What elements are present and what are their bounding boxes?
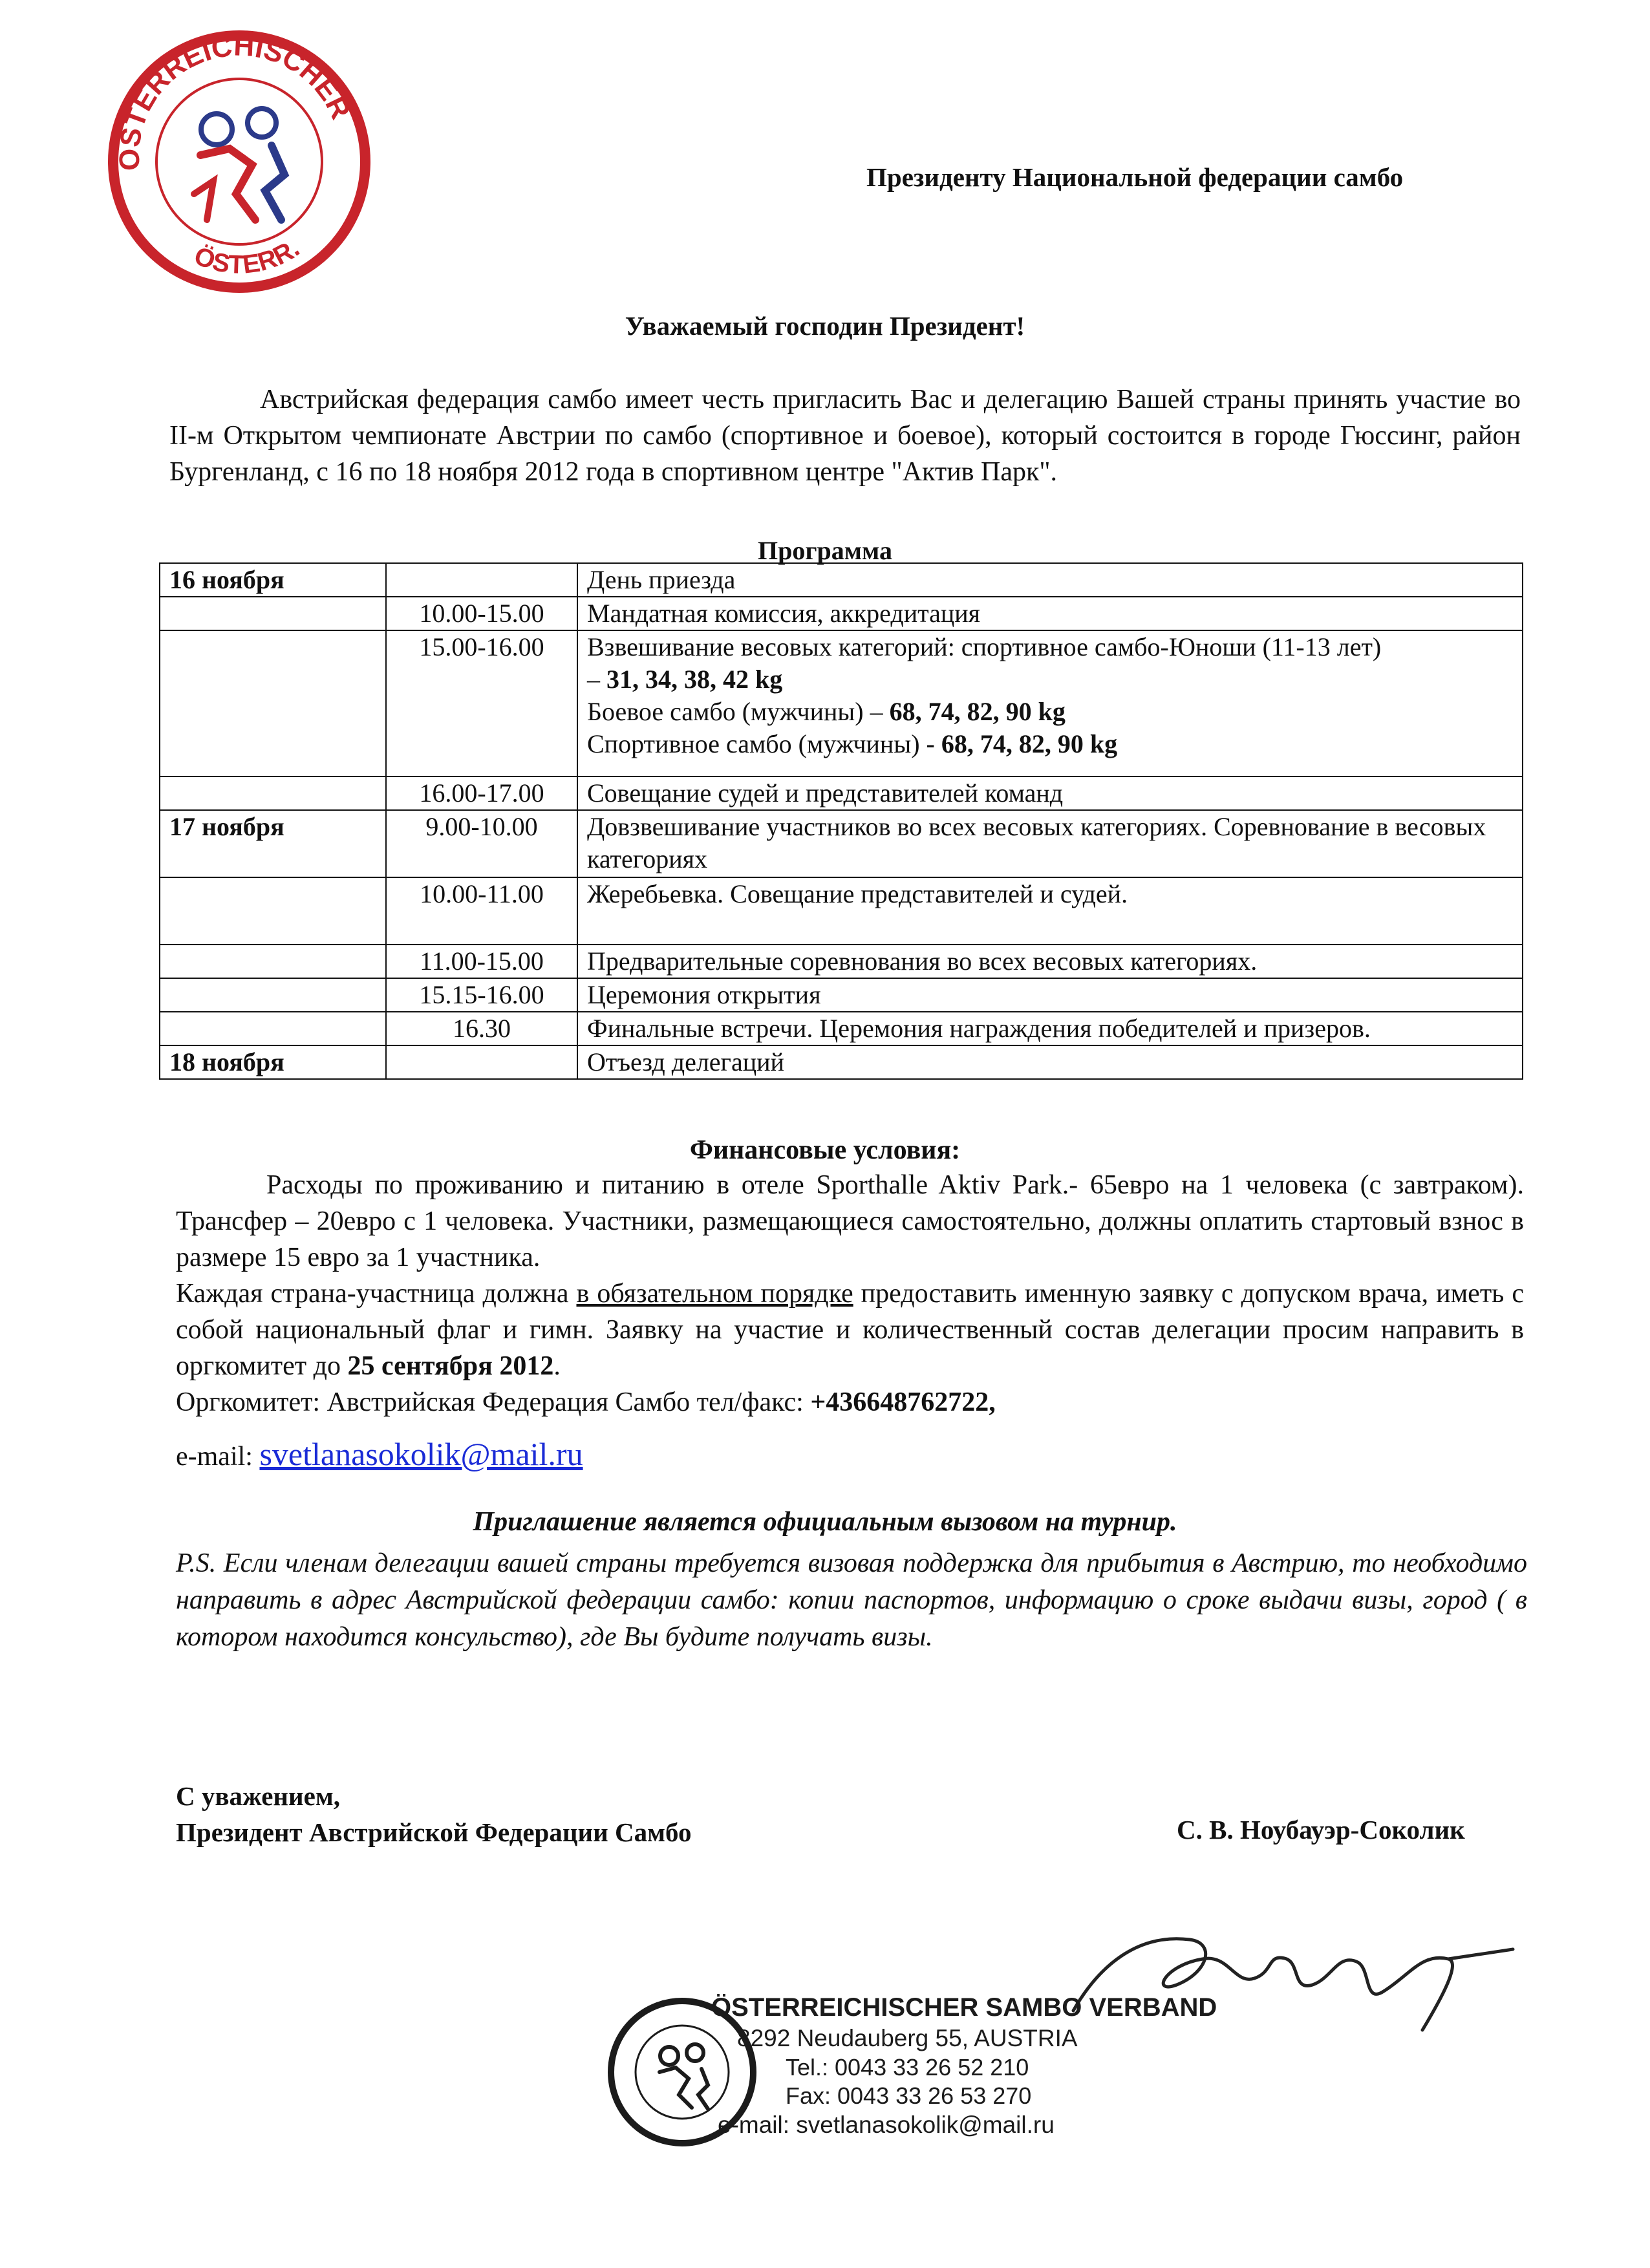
sport-weights: - 68, 74, 82, 90 kg bbox=[926, 729, 1118, 758]
stamp-tel: Tel.: 0043 33 26 52 210 bbox=[786, 2054, 1029, 2081]
federation-logo bbox=[103, 26, 375, 297]
org-committee bbox=[176, 1384, 1524, 1420]
table-row bbox=[160, 877, 1523, 945]
sport-label: Спортивное самбо (мужчины) bbox=[587, 729, 927, 758]
youth-weights: 31, 34, 38, 42 kg bbox=[606, 665, 783, 694]
table-row bbox=[160, 630, 1523, 776]
time-cell: 11.00-15.00 bbox=[386, 945, 577, 978]
date-cell bbox=[160, 945, 386, 978]
date-cell: 18 ноября bbox=[160, 1045, 386, 1079]
time-cell bbox=[386, 563, 577, 597]
table-row bbox=[160, 810, 1523, 877]
event-cell: Церемония открытия bbox=[577, 978, 1523, 1012]
stamp-email: e-mail: svetlanasokolik@mail.ru bbox=[718, 2112, 1055, 2138]
stamp-address: 8292 Neudauberg 55, AUSTRIA bbox=[737, 2025, 1078, 2051]
official-note: Приглашение является официальным вызовом на турнир. bbox=[473, 1507, 1177, 1537]
table-row bbox=[160, 1045, 1523, 1079]
event-cell: День приезда bbox=[577, 563, 1523, 597]
finance-title: Финансовые условия: bbox=[689, 1135, 961, 1165]
date-cell bbox=[160, 877, 386, 945]
table-row bbox=[160, 1012, 1523, 1045]
ps-paragraph: P.S. Если членам делегации вашей страны требуется визовая поддержка для прибытия в Австрию, то необходимо направить в адрес Австрийской федерации самбо: копии паспортов, информацию о сроке выдачи визы, город ( в котором находится консульство), где Вы будите получать визы. bbox=[176, 1548, 1527, 1652]
date-cell bbox=[160, 597, 386, 630]
combat-weights-line bbox=[587, 696, 1513, 728]
wrestlers-icon bbox=[659, 2044, 708, 2109]
stamp-fax: Fax: 0043 33 26 53 270 bbox=[786, 2082, 1032, 2109]
requirements-text-a: Каждая страна-участница должна bbox=[176, 1279, 577, 1309]
stamp-org: ÖSTERREICHISCHER SAMBO VERBAND bbox=[711, 1993, 1217, 2022]
table-row bbox=[160, 563, 1523, 597]
event-cell: Довзвешивание участников во всех весовых категориях. Соревнование в весовых категориях bbox=[577, 810, 1523, 877]
mandatory-underlined: в обязательном порядке bbox=[576, 1279, 853, 1309]
date-cell bbox=[160, 776, 386, 810]
weighing-text: Взвешивание весовых категорий: спортивное самбо-Юноши (11-13 лет) bbox=[587, 632, 1382, 661]
finance-costs: Расходы по проживанию и питанию в отеле Sporthalle Aktiv Park.- 65евро на 1 человека (с завтраком). Трансфер – 20евро с 1 человека. Участники, размещающиеся самостоятельно, должны оплатить стартовый взнос в размере 15 евро за 1 участника. bbox=[176, 1170, 1524, 1272]
requirements-end: . bbox=[553, 1351, 561, 1381]
time-cell: 16.30 bbox=[386, 1012, 577, 1045]
time-cell: 16.00-17.00 bbox=[386, 776, 577, 810]
svg-text:ÖSTERR. bbox=[190, 234, 305, 279]
email-line bbox=[176, 1435, 583, 1473]
event-cell: Совещание судей и представителей команд bbox=[577, 776, 1523, 810]
combat-weights: 68, 74, 82, 90 kg bbox=[889, 697, 1066, 726]
closing-position: Президент Австрийской Федерации Самбо bbox=[176, 1817, 692, 1847]
requirements-text-b: предоставить именную заявку с допуском врача, иметь с собой национальный флаг и гимн. Заявку на участие и количественный состав делегации просим направить в оргкомитет до bbox=[176, 1279, 1524, 1381]
dash: – bbox=[587, 665, 606, 694]
finance-requirements bbox=[176, 1276, 1524, 1384]
program-table bbox=[159, 562, 1523, 1080]
date-cell: 16 ноября bbox=[160, 563, 386, 597]
salutation: Уважаемый господин Президент! bbox=[625, 311, 1025, 341]
intro-paragraph: Австрийская федерация самбо имеет честь пригласить Вас и делегацию Вашей страны принять участие во II-м Открытом чемпионате Австрии по самбо (спортивное и боевое), который состоится в городе Гюссинг, район Бургенланд, с 16 по 18 ноября 2012 года в спортивном центре "Актив Парк". bbox=[169, 385, 1521, 487]
org-phone: +436648762722, bbox=[810, 1387, 996, 1417]
combat-label: Боевое самбо (мужчины) – bbox=[587, 697, 890, 726]
table-row bbox=[160, 978, 1523, 1012]
table-row bbox=[160, 597, 1523, 630]
time-cell: 10.00-15.00 bbox=[386, 597, 577, 630]
sport-weights-line bbox=[587, 728, 1513, 760]
logo-arc-text-bottom: ÖSTERR. bbox=[190, 233, 305, 279]
event-cell: Мандатная комиссия, аккредитация bbox=[577, 597, 1523, 630]
email-label: e-mail: bbox=[176, 1442, 260, 1471]
email-link[interactable]: svetlanasokolik@mail.ru bbox=[259, 1436, 583, 1472]
date-cell bbox=[160, 978, 386, 1012]
stamp bbox=[711, 1991, 1217, 2140]
finance-section bbox=[176, 1167, 1524, 1420]
date-cell: 17 ноября bbox=[160, 810, 386, 877]
time-cell: 15.15-16.00 bbox=[386, 978, 577, 1012]
date-cell bbox=[160, 630, 386, 776]
signer-name: С. В. Ноубауэр-Соколик bbox=[1177, 1815, 1465, 1845]
event-cell: Отъезд делегаций bbox=[577, 1045, 1523, 1079]
event-cell bbox=[577, 630, 1523, 776]
closing-block bbox=[176, 1778, 691, 1850]
event-cell: Предварительные соревнования во всех весовых категориях. bbox=[577, 945, 1523, 978]
deadline: 25 сентября 2012 bbox=[347, 1351, 554, 1381]
time-cell: 15.00-16.00 bbox=[386, 630, 577, 776]
youth-weights-line bbox=[587, 663, 1513, 696]
table-row bbox=[160, 776, 1523, 810]
date-cell bbox=[160, 1012, 386, 1045]
org-label: Оргкомитет: Австрийская Федерация Самбо тел/факс: bbox=[176, 1387, 811, 1417]
table-row bbox=[160, 945, 1523, 978]
logo-arc-text: ÖSTERREICHISCHER bbox=[113, 30, 357, 171]
time-cell: 10.00-11.00 bbox=[386, 877, 577, 945]
closing-regards: С уважением, bbox=[176, 1781, 341, 1811]
event-cell: Финальные встречи. Церемония награждения победителей и призеров. bbox=[577, 1012, 1523, 1045]
event-cell: Жеребьевка. Совещание представителей и судей. bbox=[577, 877, 1523, 945]
time-cell bbox=[386, 1045, 577, 1079]
time-cell: 9.00-10.00 bbox=[386, 810, 577, 877]
wrestlers-icon bbox=[194, 109, 284, 220]
program-title: Программа bbox=[758, 536, 892, 565]
addressee: Президенту Национальной федерации самбо bbox=[866, 162, 1404, 192]
